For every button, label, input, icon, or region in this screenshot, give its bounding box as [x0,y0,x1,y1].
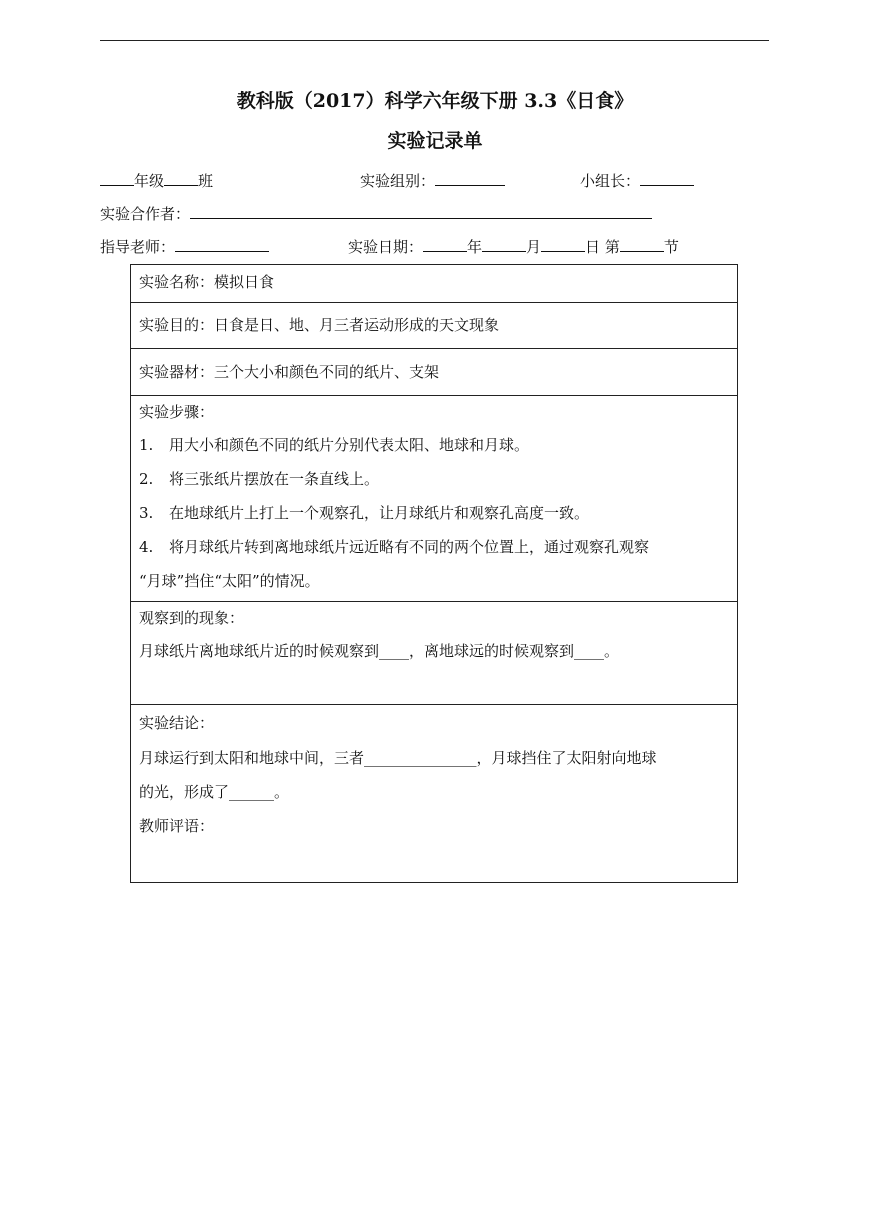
leader-row [580,170,694,191]
materials-cell [131,349,738,396]
step-number: 3. [139,504,154,522]
step-text: 将月球纸片转到离地球纸片远近略有不同的两个位置上，通过观察孔观察 [169,538,650,556]
grade-class-row [100,170,213,191]
leader-label: 小组长： [580,172,641,190]
step-number: 4. [139,538,154,556]
year-label: 年 [467,238,483,256]
record-table [130,264,738,883]
day-blank[interactable] [541,236,585,252]
observation-cell [131,602,738,705]
observation-row [131,602,738,705]
period-blank[interactable] [620,236,664,252]
experiment-purpose: 实验目的：日食是日、地、月三者运动形成的天文现象 [139,316,500,334]
experiment-name: 实验名称：模拟日食 [139,273,275,291]
teacher-label: 指导老师： [100,238,176,256]
page-subtitle: 实验记录单 [387,130,483,152]
step-item [139,496,729,530]
partners-row [100,203,652,224]
purpose-row [131,303,738,349]
grade-blank[interactable] [100,170,134,186]
teacher-blank[interactable] [175,236,269,252]
step-item [139,428,729,462]
date-row [348,236,679,257]
month-blank[interactable] [482,236,526,252]
step-text: 用大小和颜色不同的纸片分别代表太阳、地球和月球。 [169,436,530,454]
observation-text[interactable]: 月球纸片离地球纸片近的时候观察到____，离地球远的时候观察到____。 [139,642,620,660]
name-row [131,265,738,303]
step-number: 2. [139,470,154,488]
top-rule [100,40,769,41]
partners-label: 实验合作者： [100,205,191,223]
partners-blank[interactable] [190,203,652,219]
page-title: 教科版（2017）科学六年级下册 3.3《日食》 [236,90,634,112]
grade-label: 年级 [134,172,165,190]
steps-row [131,396,738,602]
conclusion-row [131,705,738,883]
conclusion-line-1[interactable]: 月球运行到太阳和地球中间，三者_______________，月球挡住了太阳射向地球 [139,749,657,767]
conclusion-line-2[interactable]: 的光，形成了______。 [139,783,290,801]
step-4-continuation: “月球”挡住“太阳”的情况。 [139,572,320,590]
conclusion-cell [131,705,738,883]
day-label: 日 [585,238,601,256]
steps-heading: 实验步骤： [139,403,215,421]
leader-blank[interactable] [640,170,694,186]
class-label: 班 [198,172,214,190]
step-text: 将三张纸片摆放在一条直线上。 [169,470,380,488]
step-text: 在地球纸片上打上一个观察孔，让月球纸片和观察孔高度一致。 [169,504,590,522]
step-item [139,462,729,496]
month-label: 月 [526,238,542,256]
period-prefix: 第 [604,238,620,256]
teacher-row [100,236,269,257]
teacher-comment-heading: 教师评语： [139,817,215,835]
experiment-materials: 实验器材：三个大小和颜色不同的纸片、支架 [139,363,440,381]
purpose-cell [131,303,738,349]
date-label: 实验日期： [348,238,424,256]
steps-cell [131,396,738,602]
class-blank[interactable] [164,170,198,186]
name-cell [131,265,738,303]
group-label: 实验组别： [360,172,436,190]
conclusion-heading: 实验结论： [139,714,215,732]
materials-row [131,349,738,396]
step-number: 1. [139,436,154,454]
observation-heading: 观察到的现象： [139,609,245,627]
year-blank[interactable] [423,236,467,252]
step-item [139,530,729,564]
group-blank[interactable] [435,170,505,186]
group-row [360,170,505,191]
period-suffix: 节 [663,238,679,256]
